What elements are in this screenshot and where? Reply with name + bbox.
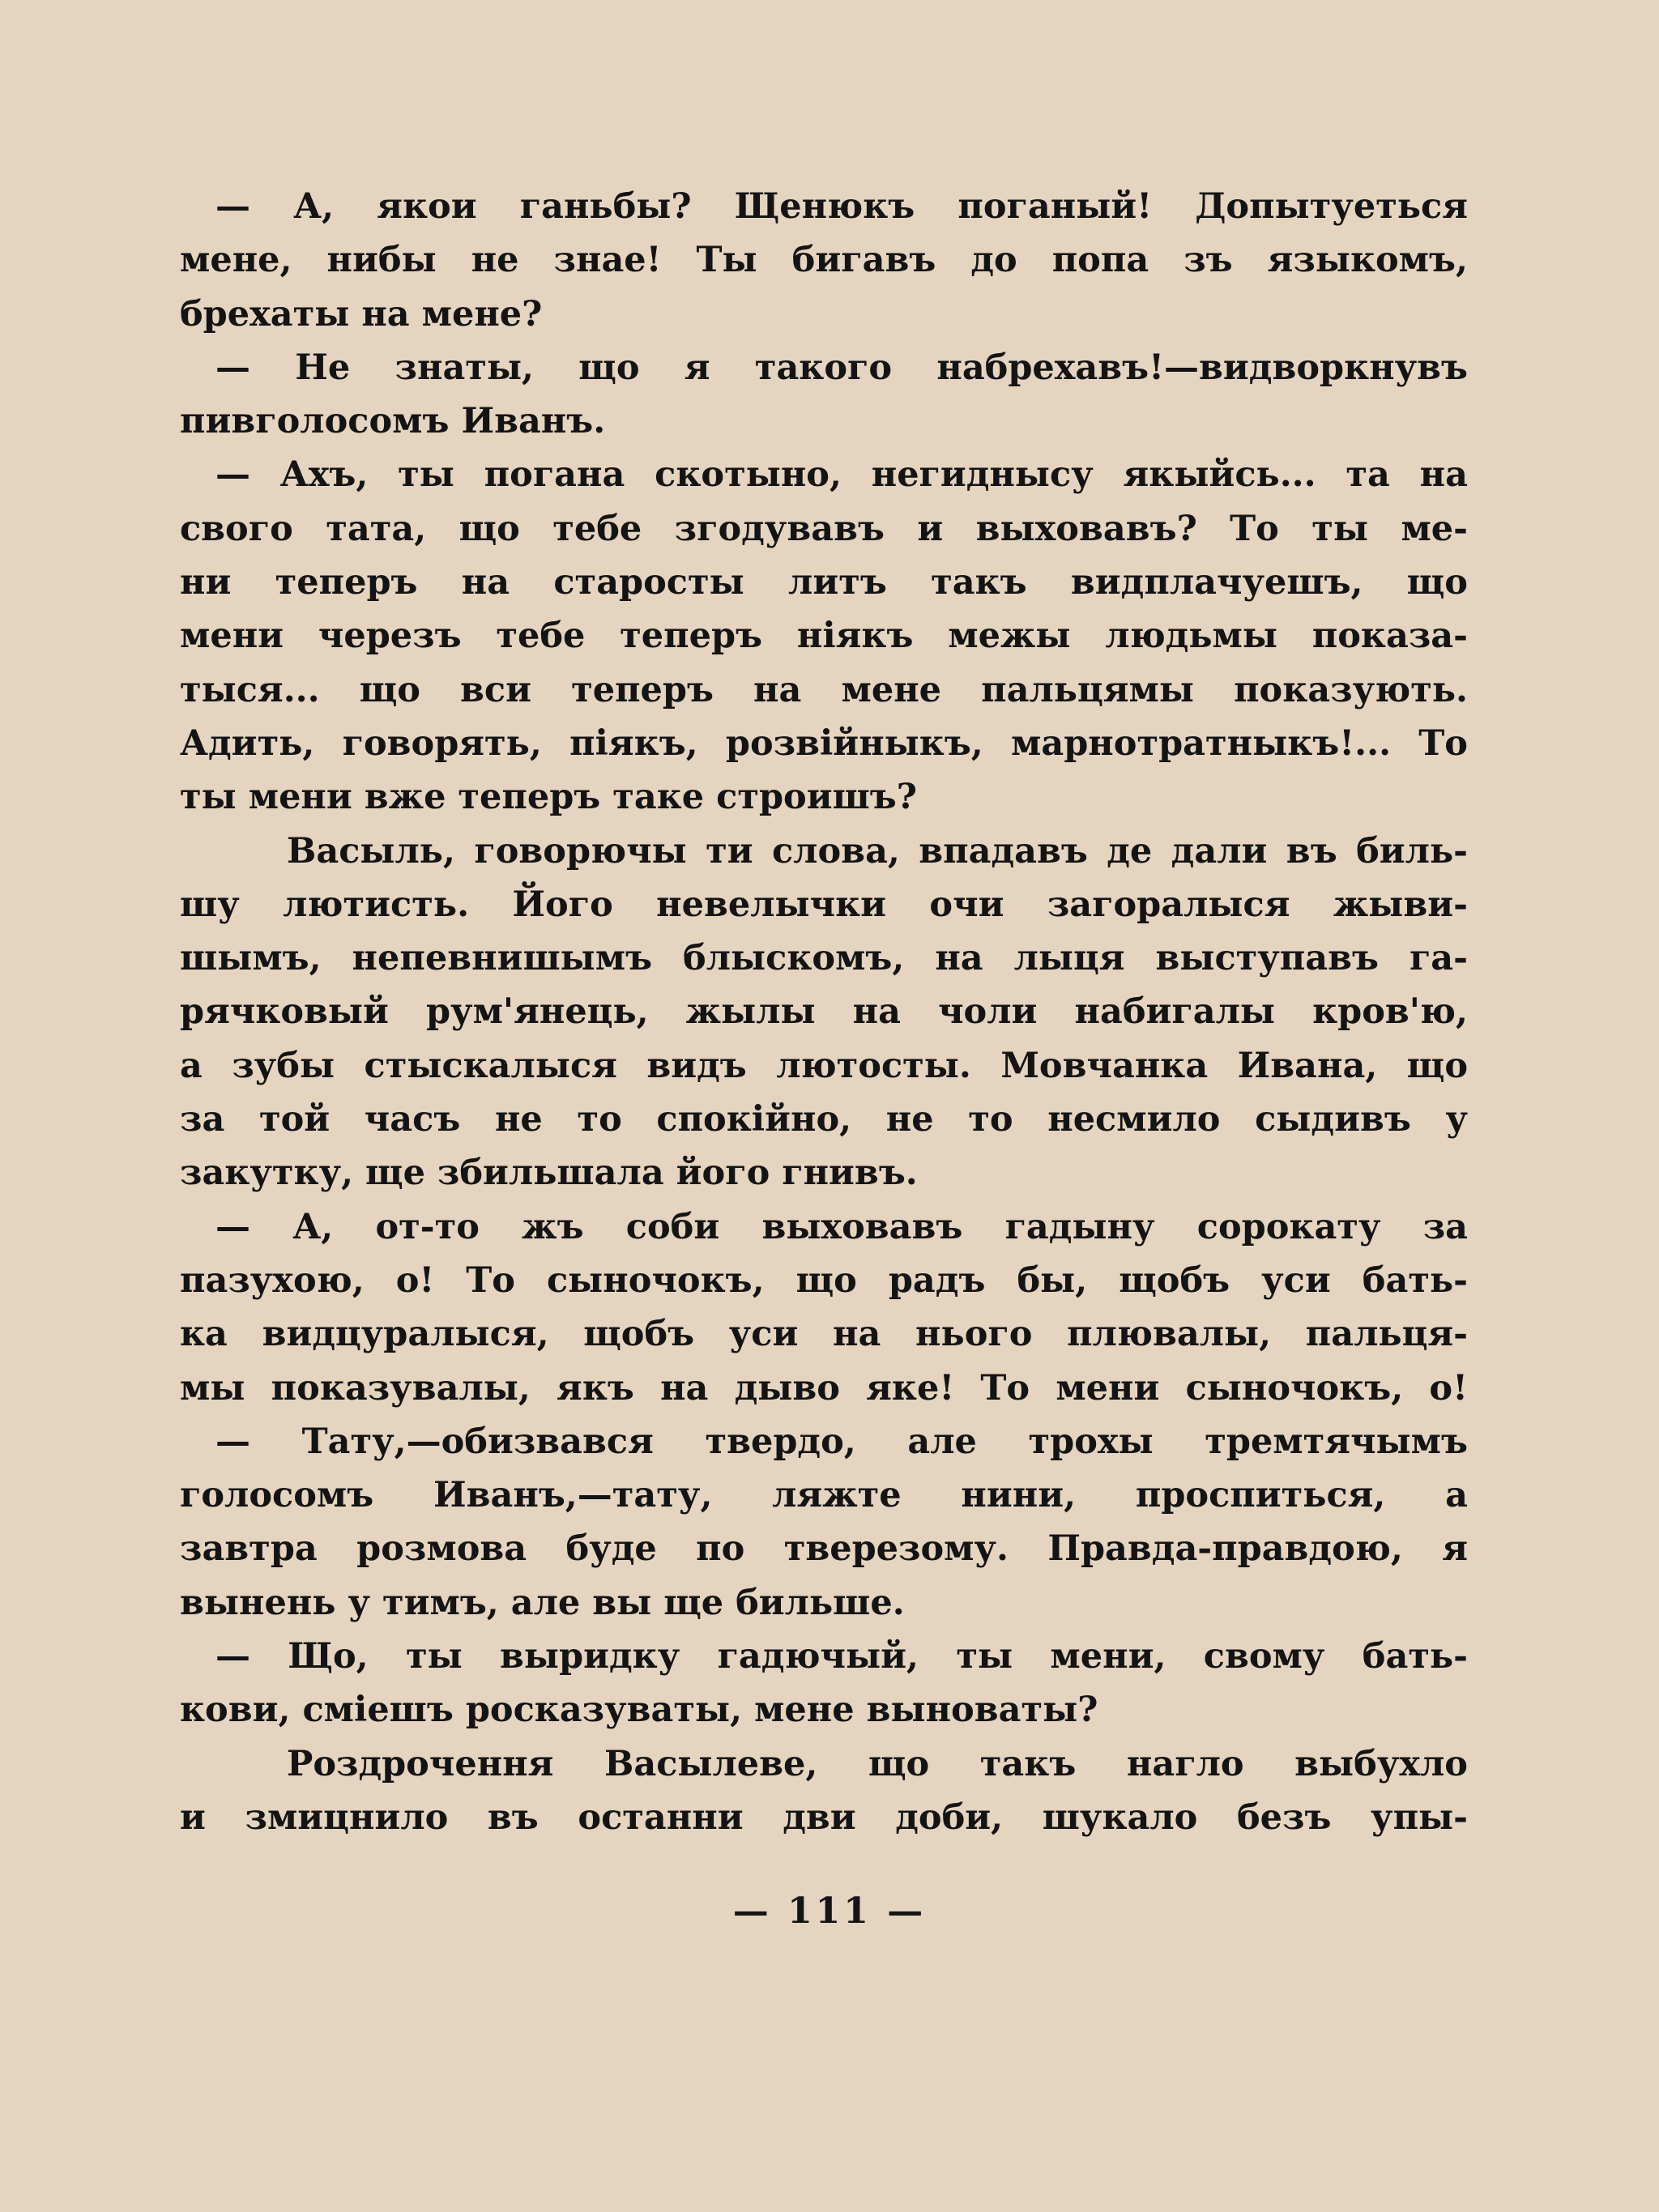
text-line: вынень у тимъ, але вы ще бильше. [180,1582,905,1623]
text-line: ка видцуралыся, щобъ уси на нього плювалы, пальця- [180,1314,1468,1355]
text-line: шу лютисть. Його невелычки очи загоралыся жыви- [180,884,1468,925]
text-line: пивголосомъ Иванъ. [180,401,606,442]
text-line: брехаты на мене? [180,293,543,335]
text-line: — Ахъ, ты погана скотыно, негиднысу якыйсь... та на [215,454,1468,496]
text-line: кови, смiешъ росказуваты, мене выноваты? [180,1690,1098,1731]
text-line: Адить, говорять, пiякъ, розвiйныкъ, марнотратныкъ!... То [180,722,1468,764]
text-line: рячковый рум'янець, жылы на чоли набигалы кров'ю, [180,991,1468,1033]
text-line: Роздрочення Васылеве, що такъ нагло выбухло [287,1743,1468,1784]
text-line: мы показувалы, якъ на дыво яке! То мени сыночокъ, о! [180,1367,1468,1409]
text-line: за той часъ не то спокiйно, не то несмило сыдивъ у [180,1099,1468,1140]
text-line: свого тата, що тебе згодувавъ и выховавъ? То ты ме- [180,508,1468,549]
text-line: а зубы стыскалыся видъ лютосты. Мовчанка Ивана, що [180,1045,1468,1086]
page-number: — 111 — [732,1890,927,1932]
text-line: ты мени вже теперъ таке строишъ? [180,777,917,818]
text-line: ни теперъ на старосты литъ такъ видплачуешъ, що [180,562,1468,603]
text-line: Васыль, говорючы ти слова, впадавъ де дали въ биль- [287,830,1468,872]
text-line: шымъ, непевнишымъ блыскомъ, на лыця выступавъ га- [180,938,1468,979]
text-line: мени черезъ тебе теперъ ніякъ межы людьмы показа- [180,616,1468,657]
text-line: — А, якои ганьбы? Щенюкъ поганый! Допытуеться [215,186,1468,227]
text-line: закутку, ще збильшала його гнивъ. [180,1153,918,1194]
text-line: — Тату,—обизвався твердо, але трохы тремтячымъ [215,1421,1468,1462]
text-line: — А, от-то жъ соби выховавъ гадыну сорокату за [215,1206,1468,1247]
text-line: пазухою, о! То сыночокъ, що радъ бы, щобъ уси бать- [180,1259,1468,1301]
page-body-text [180,180,1468,1844]
text-line: и змицнило въ останни дви доби, шукало безъ упы- [180,1796,1468,1838]
text-line: тыся... що вси теперъ на мене пальцямы показують. [180,669,1468,710]
text-line: мене, нибы не знае! Ты бигавъ до попа зъ языкомъ, [180,240,1468,281]
text-line: голосомъ Иванъ,—тату, ляжте нини, проспиться, а [180,1475,1468,1516]
text-line: — Не знаты, що я такого набрехавъ!—видворкнувъ [215,347,1468,388]
text-line: — Що, ты выридку гадючый, ты мени, свому бать- [215,1636,1468,1677]
text-line: завтра розмова буде по тверезому. Правда-правдою, я [180,1528,1468,1570]
